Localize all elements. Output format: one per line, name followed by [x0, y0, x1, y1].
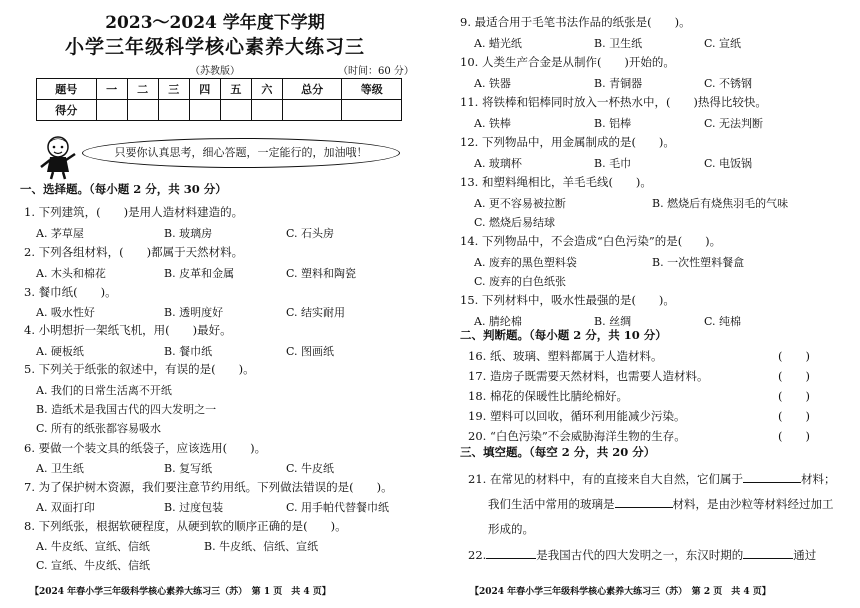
option-a[interactable]: A. 吸水性好	[36, 306, 95, 319]
fill-question-line	[488, 496, 834, 512]
fill-text: 21. 在常见的材料中，有的直接来自大自然，它们属于	[468, 472, 743, 486]
fill-question-line	[468, 547, 816, 563]
fill-text: 是我国古代的四大发明之一，东汉时期的	[536, 548, 744, 562]
option-b[interactable]: B. 一次性塑料餐盒	[652, 256, 745, 269]
score-cell[interactable]	[220, 100, 251, 121]
score-header-cell: 四	[189, 79, 220, 100]
fill-question-line	[468, 471, 835, 487]
page-footer: 【2024 年春小学三年级科学核心素养大练习三（苏） 第 1 页 共 4 页】	[30, 587, 331, 597]
option-c[interactable]: C. 结实耐用	[286, 306, 346, 319]
option-a[interactable]: A. 我们的日常生活离不开纸	[36, 384, 172, 397]
question-stem: 5. 下列关于纸张的叙述中，有误的是( )。	[24, 362, 255, 376]
section-judgment-title: 二、判断题。（每小题 2 分，共 10 分）	[460, 328, 667, 342]
option-b[interactable]: B. 丝绸	[594, 315, 632, 328]
option-a[interactable]: A. 更不容易被拉断	[474, 197, 566, 210]
option-c[interactable]: C. 所有的纸张都容易吸水	[36, 422, 162, 435]
section-fill-title: 三、填空题。（每空 2 分，共 20 分）	[460, 445, 656, 459]
question-stem: 9. 最适合用于毛笔书法作品的纸张是( )。	[460, 15, 691, 29]
option-b[interactable]: B. 玻璃房	[164, 227, 213, 240]
option-b[interactable]: B. 造纸术是我国古代的四大发明之一	[36, 403, 217, 416]
right-page	[430, 0, 860, 608]
score-header-cell: 三	[158, 79, 189, 100]
option-b[interactable]: B. 皮革和金属	[164, 267, 235, 280]
judgment-statement: 19. 塑料可以回收，循环利用能减少污染。	[468, 409, 686, 423]
question-stem: 7. 为了保护树木资源，我们要注意节约用纸。下列做法错误的是( )。	[24, 480, 393, 494]
score-cell[interactable]	[251, 100, 282, 121]
option-b[interactable]: B. 牛皮纸、信纸、宣纸	[204, 540, 319, 553]
score-cell[interactable]	[96, 100, 127, 121]
score-cell[interactable]	[342, 100, 402, 121]
option-a[interactable]: A. 蜡光纸	[474, 37, 522, 50]
option-a[interactable]: A. 双面打印	[36, 501, 95, 514]
fill-blank[interactable]	[615, 498, 673, 508]
option-a[interactable]: A. 木头和棉花	[36, 267, 106, 280]
score-header-cell: 一	[96, 79, 127, 100]
option-c[interactable]: C. 不锈钢	[704, 77, 753, 90]
score-header-cell: 五	[220, 79, 251, 100]
question-stem: 15. 下列材料中，吸水性最强的是( )。	[460, 293, 675, 307]
fill-blank[interactable]	[743, 473, 801, 483]
duration-label: （时间：60 分）	[338, 66, 414, 77]
option-b[interactable]: B. 燃烧后有烧焦羽毛的气味	[652, 197, 789, 210]
option-c[interactable]: C. 用手帕代替餐巾纸	[286, 501, 390, 514]
option-a[interactable]: A. 铁棒	[474, 117, 511, 130]
option-a[interactable]: A. 茅草屋	[36, 227, 84, 240]
option-a[interactable]: A. 玻璃杯	[474, 157, 522, 170]
option-b[interactable]: B. 过度包装	[164, 501, 224, 514]
option-c[interactable]: C. 电饭锅	[704, 157, 753, 170]
score-cell[interactable]	[282, 100, 342, 121]
option-a[interactable]: A. 硬板纸	[36, 345, 84, 358]
fill-text: 材料；	[800, 472, 836, 486]
page-footer: 【2024 年春小学三年级科学核心素养大练习三（苏） 第 2 页 共 4 页】	[470, 587, 771, 597]
question-stem: 6. 要做一个装文具的纸袋子，应该选用( )。	[24, 441, 267, 455]
question-stem: 1. 下列建筑，( )是用人造材料建造的。	[24, 205, 244, 219]
answer-paren[interactable]: ( )	[778, 349, 810, 363]
question-stem: 13. 和塑料绳相比，羊毛毛线( )。	[460, 175, 652, 189]
option-c[interactable]: C. 纯棉	[704, 315, 742, 328]
score-header-cell: 题号	[37, 79, 97, 100]
option-a[interactable]: A. 腈纶棉	[474, 315, 522, 328]
score-header-cell: 二	[127, 79, 158, 100]
fill-text: 材料，是由沙粒等材料经过加工	[672, 497, 834, 511]
option-b[interactable]: B. 餐巾纸	[164, 345, 213, 358]
option-a[interactable]: A. 铁器	[474, 77, 511, 90]
option-c[interactable]: C. 宣纸	[704, 37, 742, 50]
question-stem: 8. 下列纸张，根据软硬程度，从硬到软的顺序正确的是( )。	[24, 519, 347, 533]
option-b[interactable]: B. 铝棒	[594, 117, 632, 130]
option-c[interactable]: C. 燃烧后易结球	[474, 216, 556, 229]
fill-text: 我们生活中常用的玻璃是	[488, 497, 615, 511]
question-stem: 2. 下列各组材料，( )都属于天然材料。	[24, 245, 244, 259]
question-stem: 4. 小明想折一架纸飞机，用( )最好。	[24, 323, 232, 337]
option-c[interactable]: C. 宣纸、牛皮纸、信纸	[36, 559, 151, 572]
option-a[interactable]: A. 废弃的黑色塑料袋	[474, 256, 577, 269]
score-table-row	[37, 100, 402, 121]
section-choice-title: 一、选择题。（每小题 2 分，共 30 分）	[20, 182, 227, 196]
judgment-statement: 17. 造房子既需要天然材料，也需要人造材料。	[468, 369, 709, 383]
question-stem: 11. 将铁棒和铝棒同时放入一杯热水中，( )热得比较快。	[460, 95, 767, 109]
fill-text: 形成的。	[488, 522, 534, 536]
score-cell[interactable]	[189, 100, 220, 121]
answer-paren[interactable]: ( )	[778, 409, 810, 423]
question-stem: 14. 下列物品中，不会造成“白色污染”的是( )。	[460, 234, 722, 248]
option-c[interactable]: C. 图画纸	[286, 345, 335, 358]
score-header-cell: 六	[251, 79, 282, 100]
score-cell[interactable]	[158, 100, 189, 121]
student-mascot-icon	[36, 134, 80, 180]
option-b[interactable]: B. 复写纸	[164, 462, 213, 475]
edition-label: （苏教版）	[190, 66, 240, 77]
option-b[interactable]: B. 卫生纸	[594, 37, 643, 50]
judgment-statement: 20. “白色污染”不会威胁海洋生物的生存。	[468, 429, 686, 443]
option-b[interactable]: B. 透明度好	[164, 306, 224, 319]
question-stem: 3. 餐巾纸( )。	[24, 285, 117, 299]
fill-text: 22.	[468, 548, 487, 562]
page-title: 小学三年级科学核心素养大练习三	[64, 36, 365, 58]
option-c[interactable]: C. 牛皮纸	[286, 462, 335, 475]
question-stem: 12. 下列物品中，用金属制成的是( )。	[460, 135, 675, 149]
score-table	[36, 78, 402, 121]
option-c[interactable]: C. 塑料和陶瓷	[286, 267, 357, 280]
fill-text: 通过	[793, 548, 817, 562]
option-b[interactable]: B. 青铜器	[594, 77, 643, 90]
option-c[interactable]: C. 石头房	[286, 227, 335, 240]
title-year: 2023～2024 学年度下学期	[105, 13, 325, 33]
fill-blank[interactable]	[743, 549, 793, 559]
answer-paren[interactable]: ( )	[778, 389, 810, 403]
encouragement-bubble: 只要你认真思考，细心答题，一定能行的，加油哦！	[82, 138, 400, 168]
score-table-header-row	[37, 79, 402, 100]
fill-blank[interactable]	[486, 549, 536, 559]
score-row-label: 得分	[37, 100, 97, 121]
judgment-statement: 18. 棉花的保暖性比腈纶棉好。	[468, 389, 628, 403]
option-c[interactable]: C. 无法判断	[704, 117, 764, 130]
option-b[interactable]: B. 毛巾	[594, 157, 632, 170]
option-a[interactable]: A. 卫生纸	[36, 462, 84, 475]
option-a[interactable]: A. 牛皮纸、宣纸、信纸	[36, 540, 150, 553]
judgment-statement: 16. 纸、玻璃、塑料都属于人造材料。	[468, 349, 663, 363]
answer-paren[interactable]: ( )	[778, 429, 810, 443]
option-c[interactable]: C. 废弃的白色纸张	[474, 275, 567, 288]
score-header-cell: 总分	[282, 79, 342, 100]
score-header-cell: 等级	[342, 79, 402, 100]
answer-paren[interactable]: ( )	[778, 369, 810, 383]
question-stem: 10. 人类生产合金是从制作( )开始的。	[460, 55, 675, 69]
score-cell[interactable]	[127, 100, 158, 121]
